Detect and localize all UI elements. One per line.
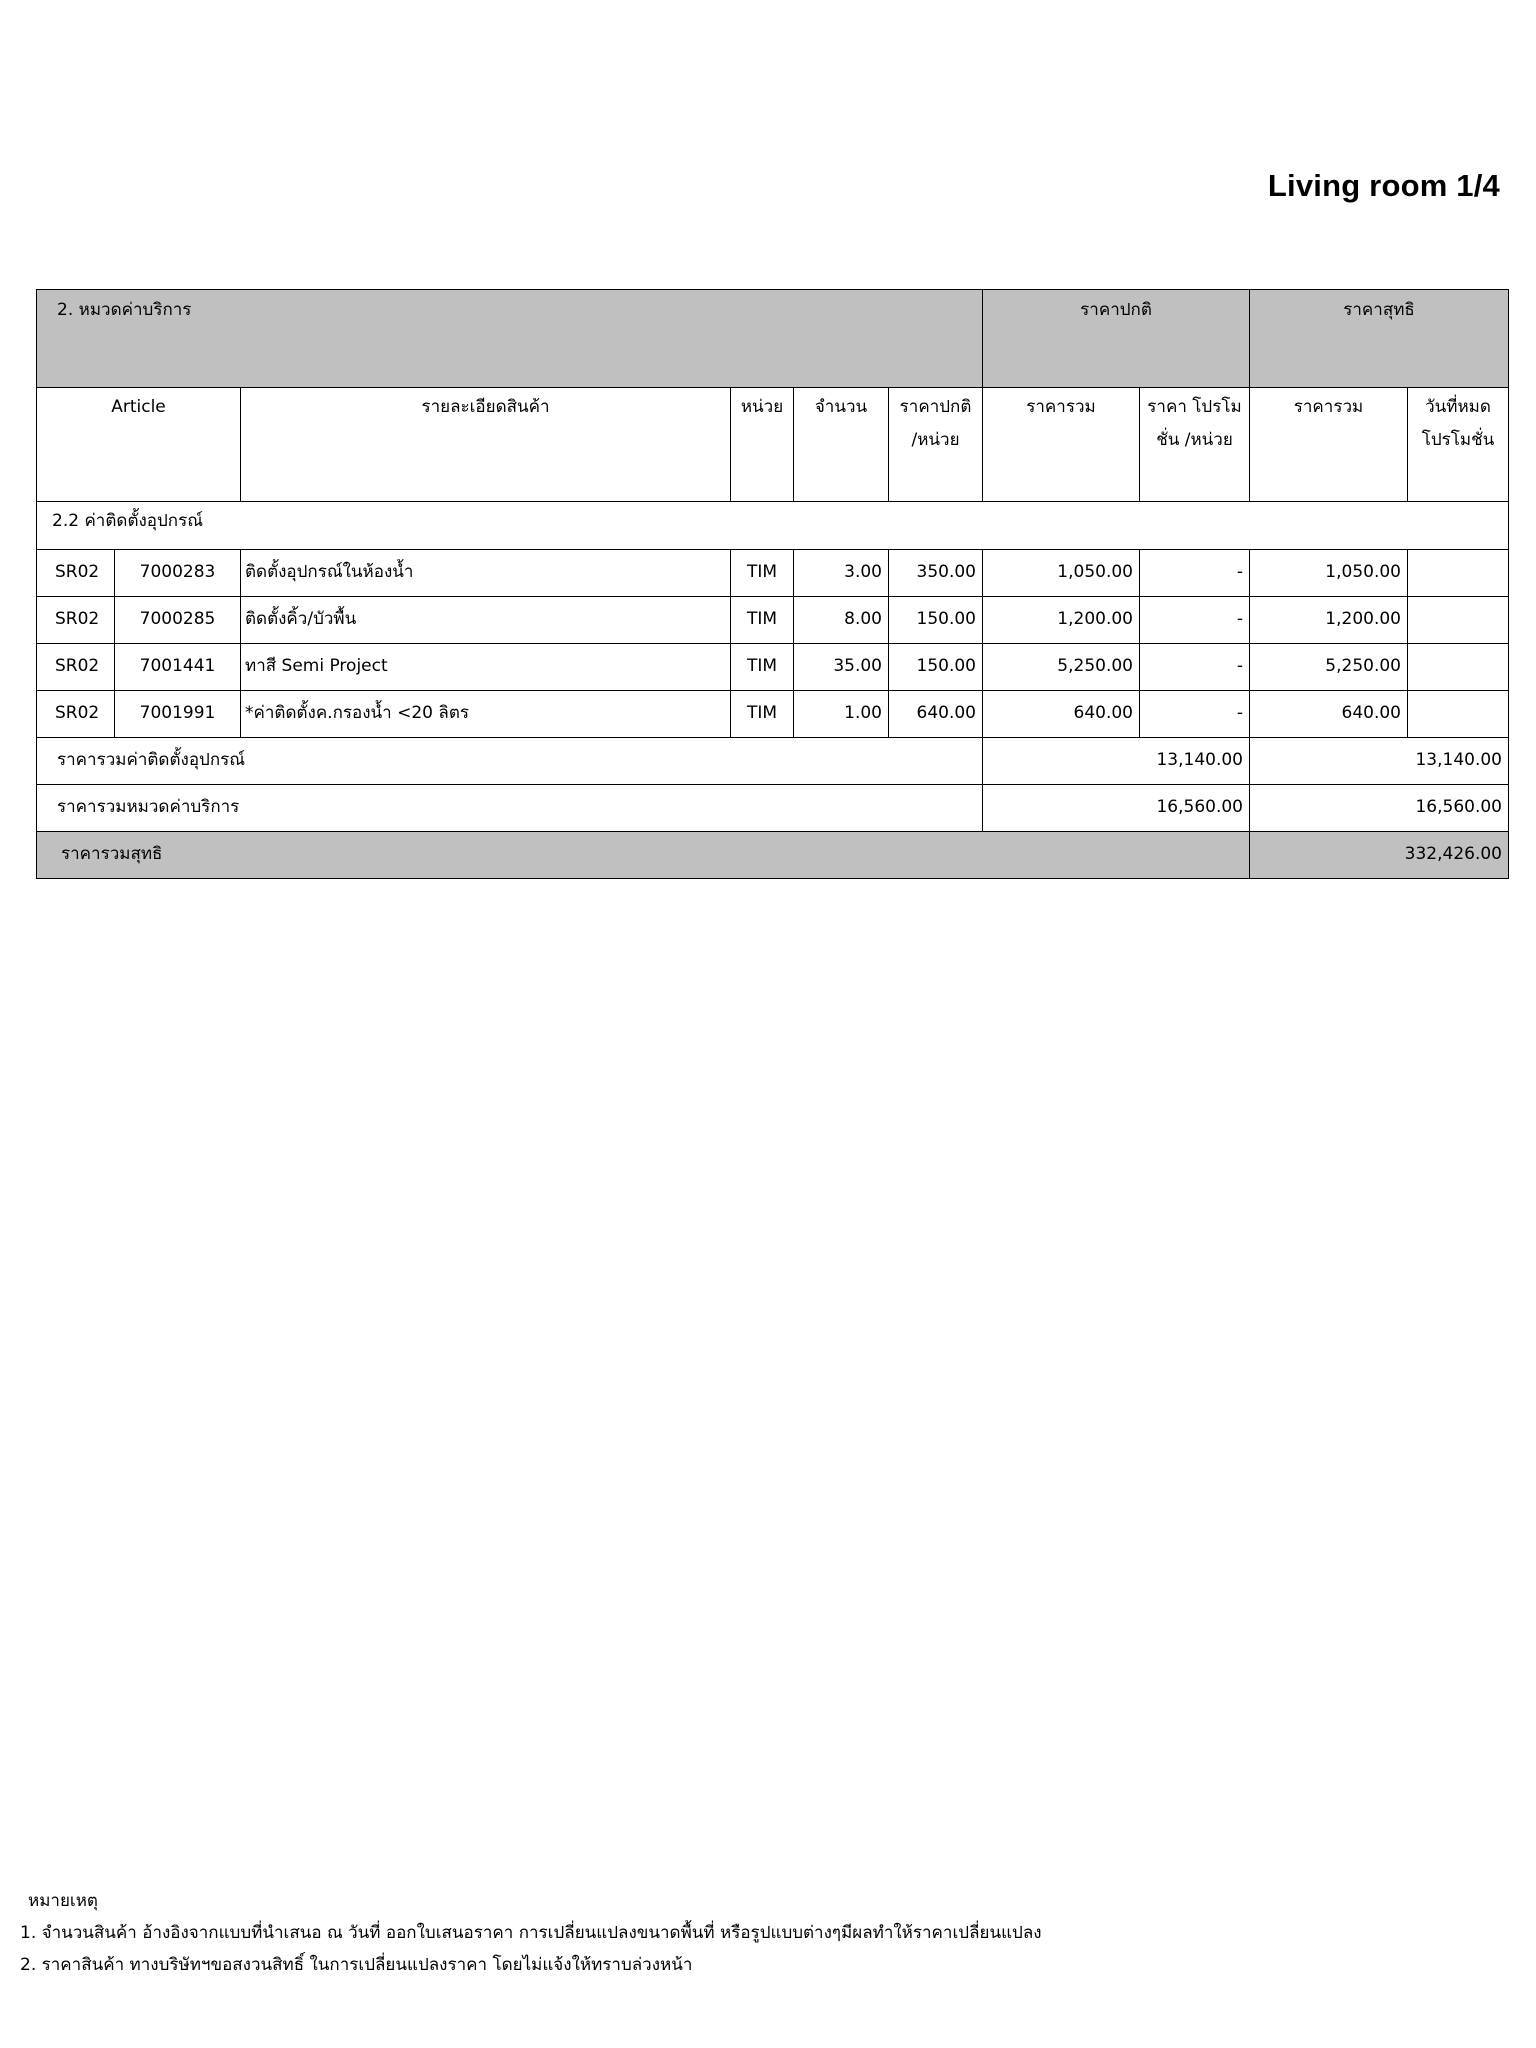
item-unit-price: 350.00 [889, 550, 983, 597]
grand-total-value: 332,426.00 [1250, 832, 1509, 879]
col-header-total-regular: ราคารวม [983, 388, 1140, 502]
item-promo-price: - [1140, 691, 1250, 738]
col-header-quantity: จำนวน [794, 388, 889, 502]
item-article: 7001991 [115, 691, 241, 738]
item-unit-price: 150.00 [889, 644, 983, 691]
item-promo-end [1408, 550, 1509, 597]
item-net-total: 640.00 [1250, 691, 1408, 738]
subtotal-service-row [37, 785, 1509, 832]
col-header-promo-price: ราคา โปรโมชั่น /หน่วย [1140, 388, 1250, 502]
column-header-row [37, 388, 1509, 502]
item-quantity: 35.00 [794, 644, 889, 691]
section-label: 2. หมวดค่าบริการ [37, 290, 983, 388]
item-quantity: 3.00 [794, 550, 889, 597]
grand-total-label: ราคารวมสุทธิ [37, 832, 1250, 879]
table-row [37, 691, 1509, 738]
regular-price-group-header: ราคาปกติ [983, 290, 1250, 388]
item-total: 5,250.00 [983, 644, 1140, 691]
col-header-promo-end: วันที่หมด โปรโมชั่น [1408, 388, 1509, 502]
subtotal-service-regular: 16,560.00 [983, 785, 1250, 832]
item-quantity: 8.00 [794, 597, 889, 644]
item-promo-price: - [1140, 644, 1250, 691]
item-code: SR02 [37, 597, 115, 644]
item-description: ติดตั้งคิ้ว/บัวพื้น [241, 597, 731, 644]
item-net-total: 5,250.00 [1250, 644, 1408, 691]
table-row [37, 597, 1509, 644]
table-row [37, 550, 1509, 597]
item-total: 1,050.00 [983, 550, 1140, 597]
page-title: Living room 1/4 [1267, 168, 1500, 203]
item-article: 7001441 [115, 644, 241, 691]
note-line: 2. ราคาสินค้า ทางบริษัทฯขอสงวนสิทธิ์ ในการเปลี่ยนแปลงราคา โดยไม่แจ้งให้ทราบล่วงหน้า [20, 1955, 693, 1975]
subtotal-install-net: 13,140.00 [1250, 738, 1509, 785]
item-quantity: 1.00 [794, 691, 889, 738]
item-promo-price: - [1140, 550, 1250, 597]
col-header-unit: หน่วย [731, 388, 794, 502]
item-article: 7000285 [115, 597, 241, 644]
col-header-total-net: ราคารวม [1250, 388, 1408, 502]
subtotal-install-label: ราคารวมค่าติดตั้งอุปกรณ์ [37, 738, 983, 785]
item-description: ติดตั้งอุปกรณ์ในห้องน้ำ [241, 550, 731, 597]
item-unit-price: 150.00 [889, 597, 983, 644]
col-header-unit-price: ราคาปกติ /หน่วย [889, 388, 983, 502]
quotation-table [36, 289, 1509, 879]
header-group-row [37, 290, 1509, 388]
item-article: 7000283 [115, 550, 241, 597]
item-unit: TIM [731, 550, 794, 597]
item-unit: TIM [731, 644, 794, 691]
item-total: 1,200.00 [983, 597, 1140, 644]
subtotal-service-net: 16,560.00 [1250, 785, 1509, 832]
group-row [37, 502, 1509, 550]
item-unit-price: 640.00 [889, 691, 983, 738]
net-price-group-header: ราคาสุทธิ [1250, 290, 1509, 388]
item-net-total: 1,200.00 [1250, 597, 1408, 644]
subtotal-service-label: ราคารวมหมวดค่าบริการ [37, 785, 983, 832]
group-label: 2.2 ค่าติดตั้งอุปกรณ์ [37, 502, 1509, 550]
item-promo-end [1408, 597, 1509, 644]
item-unit: TIM [731, 691, 794, 738]
notes-title: หมายเหตุ [28, 1891, 98, 1911]
item-code: SR02 [37, 550, 115, 597]
item-code: SR02 [37, 691, 115, 738]
note-line: 1. จำนวนสินค้า อ้างอิงจากแบบที่นำเสนอ ณ วันที่ ออกใบเสนอราคา การเปลี่ยนแปลงขนาดพื้นที่ หรือรูปแบบต่างๆมีผลทำให้ราคาเปลี่ยนแปลง [20, 1923, 1042, 1943]
subtotal-install-regular: 13,140.00 [983, 738, 1250, 785]
item-unit: TIM [731, 597, 794, 644]
item-promo-price: - [1140, 597, 1250, 644]
grand-total-row [37, 832, 1509, 879]
item-total: 640.00 [983, 691, 1140, 738]
item-net-total: 1,050.00 [1250, 550, 1408, 597]
item-description: ทาสี Semi Project [241, 644, 731, 691]
col-header-article: Article [37, 388, 241, 502]
item-description: *ค่าติดตั้งค.กรองน้ำ <20 ลิตร [241, 691, 731, 738]
col-header-description: รายละเอียดสินค้า [241, 388, 731, 502]
item-promo-end [1408, 644, 1509, 691]
item-code: SR02 [37, 644, 115, 691]
notes-section [0, 1885, 1536, 1981]
item-promo-end [1408, 691, 1509, 738]
subtotal-install-row [37, 738, 1509, 785]
table-row [37, 644, 1509, 691]
